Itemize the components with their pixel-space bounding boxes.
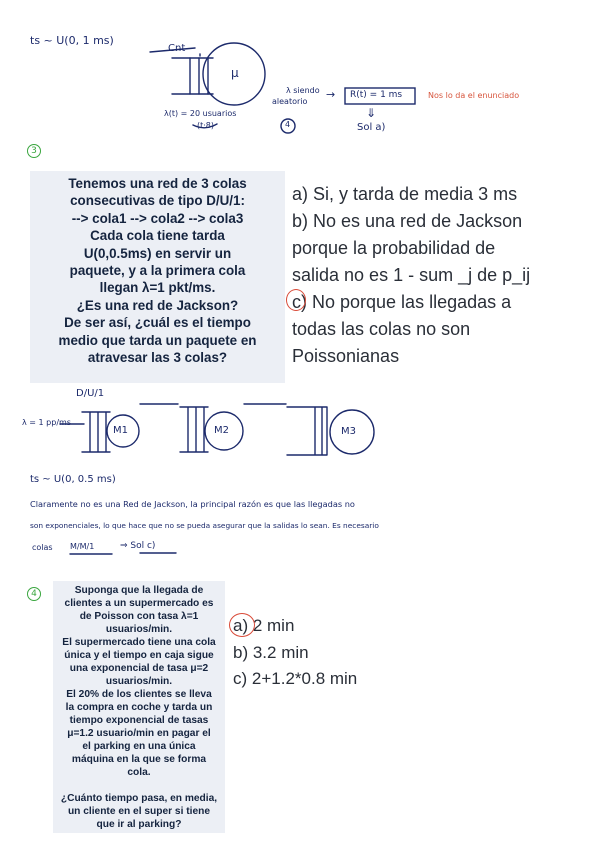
arrow-right: → [326, 88, 336, 101]
aleatorio-note: aleatorio [272, 97, 308, 106]
q4-line: el parking en una única [82, 741, 196, 752]
q4-line: única y el tiempo en caja sigue [64, 650, 214, 661]
q4-line: Suponga que la llegada de [74, 585, 204, 596]
mu2-label: M2 [214, 425, 229, 436]
answer-line-3-c: ⇒ Sol c) [120, 541, 156, 551]
q4-line: tiempo exponencial de tasas [69, 715, 209, 726]
q3-line: Cada cola tiene tarda [90, 228, 225, 244]
mu-label: μ [231, 66, 239, 80]
q4-line: de Poisson con tasa λ=1 [79, 611, 199, 622]
mu3-label: M3 [341, 426, 356, 437]
q3-line: medio que tarda un paquete en [58, 332, 257, 348]
q4-option-c: c) 2+1.2*0.8 min [233, 669, 358, 688]
sol-a-note: Sol a) [357, 122, 386, 133]
q3-line: consecutivas de tipo D/U/1: [70, 193, 245, 209]
q4-line: usuarios/min. [105, 676, 173, 687]
q3-line: U(0,0.5ms) en servir un [83, 245, 232, 261]
arrow-down: ⇓ [366, 106, 377, 120]
q3-line: --> cola1 --> cola2 --> cola3 [71, 210, 244, 226]
lambda-t-sub: (t·8) [197, 121, 215, 130]
q3-option-c: c) No porque las llegadas a [292, 292, 512, 312]
question-3-options [292, 181, 530, 370]
siendo-note: λ siendo [286, 86, 320, 95]
q4-line: que ir al parking? [96, 819, 182, 830]
mu1-label: M1 [113, 425, 128, 436]
q4-line: máquina en la que se forma [71, 754, 207, 765]
q3-option-c-cont: Poissonianas [292, 346, 400, 366]
answer-line-1: Claramente no es una Red de Jackson, la principal razón es que las llegadas no [30, 499, 355, 509]
q4-line: El 20% de los clientes se lleva [66, 689, 212, 700]
question-4-box [53, 581, 225, 833]
q4-line: una exponencial de tasa μ=2 [69, 663, 209, 674]
lambda-label: λ = 1 pp/ms [22, 418, 71, 427]
answer-line-3-b: M/M/1 [70, 542, 95, 551]
q4-option-b: b) 3.2 min [233, 642, 309, 662]
cnt-label: Cnt [168, 43, 186, 54]
q3-option-b: b) No es una red de Jackson [292, 211, 523, 231]
answer-circle-c [286, 289, 306, 311]
q3-line: llegan λ=1 pkt/ms. [99, 280, 216, 296]
q4-line: un cliente en el super si tiene [67, 806, 211, 817]
q3-option-c-cont: todas las colas no son [292, 319, 471, 339]
question-number-4: 4 [27, 587, 41, 601]
q4-line: la compra en coche y tarda un [65, 702, 213, 713]
q4-option-a: a) 2 min [233, 616, 295, 635]
q3-option-b-cont: salida no es 1 - sum _j de p_ij [292, 265, 531, 285]
q3-option-b-cont: porque la probabilidad de [292, 238, 496, 258]
q3-line: paquete, y a la primera cola [69, 263, 246, 279]
circled-four-text: 4 [285, 120, 291, 129]
lambda-t-note: λ(t) = 20 usuarios [164, 109, 237, 118]
q3-line: Tenemos una red de 3 colas [68, 176, 247, 191]
q3-line: ¿Es una red de Jackson? [76, 297, 239, 313]
q4-line: cola. [127, 767, 151, 778]
answer-line-3-a: colas [32, 543, 53, 552]
q4-blank-line [53, 779, 225, 792]
ts-uniform-note: ts ~ U(0, 0.5 ms) [30, 474, 116, 485]
q3-line: De ser así, ¿cuál es el tiempo [64, 315, 251, 331]
question-3-box [30, 171, 285, 383]
answer-circle-a [229, 613, 255, 637]
q4-line: ¿Cuánto tiempo pasa, en media, [60, 793, 218, 804]
answer-line-2: son exponenciales, lo que hace que no se pueda asegurar que la salidas lo sean. Es necesario [30, 521, 379, 530]
boxed-result-text: R(t) = 1 ms [350, 90, 403, 100]
q3-line: atravesar las 3 colas? [87, 350, 228, 366]
q3-option-a: a) Si, y tarda de media 3 ms [292, 184, 518, 204]
ts-distribution-note: ts ~ U(0, 1 ms) [30, 34, 114, 47]
q4-line: μ=1.2 usuario/min en pagar el [67, 728, 211, 739]
dui-label: D/U/1 [76, 388, 105, 399]
question-number-3: 3 [27, 144, 41, 158]
q4-line: usuarios/min. [105, 624, 173, 635]
red-note: Nos lo da el enunciado [428, 91, 520, 100]
q4-line: clientes a un supermercado es [64, 598, 214, 609]
q4-line: El supermercado tiene una cola [62, 637, 216, 648]
